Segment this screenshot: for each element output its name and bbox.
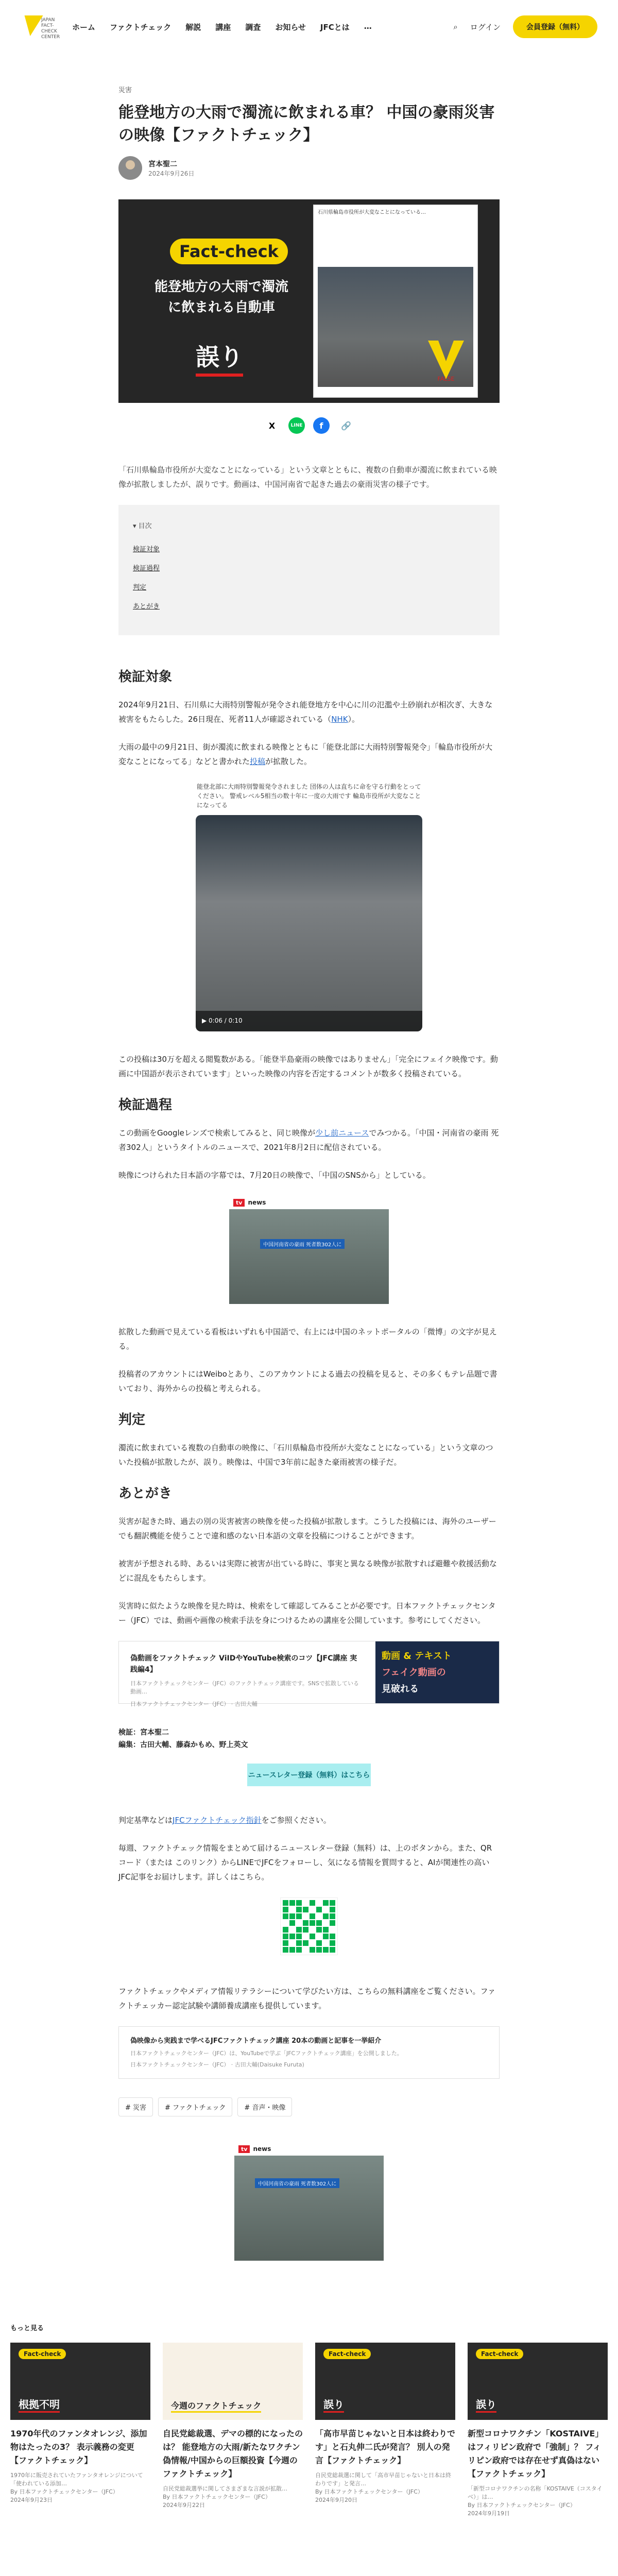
more-grid (10, 2343, 608, 2518)
news-screenshot (229, 1196, 389, 1304)
false-stamp (423, 335, 469, 382)
card-source: By 日本ファクトチェックセンター（JFC） (10, 2488, 118, 2495)
publish-date: 2024年9月26日 (148, 170, 195, 177)
verdict-label: 誤り (196, 338, 243, 377)
post-text: 能登北部に大雨特別警報発令されました 団体の人は直ちに命を守る行動をとってください。 警戒レベル5相当の数十年に一度の大雨です 輪島市役所が大変なことになってる (197, 783, 421, 809)
nav-more[interactable]: … (364, 21, 372, 31)
paragraph: 2024年9月21日、石川県に大雨特別警報が発令され能登地方を中心に川の氾濫や土砂崩れが相次ぎ、大きな被害をもたらした。26日現在、死者11人が確認されている（NHK）。 (118, 700, 493, 724)
factcheck-badge: Fact-check (323, 2349, 371, 2359)
card-date: 2024年9月20日 (315, 2497, 357, 2503)
link-copy-icon[interactable]: 🔗 (338, 417, 354, 434)
card-source: 日本ファクトチェックセンター（JFC） · 古田大輔(Daisuke Furuta) (130, 2061, 304, 2068)
nav-about[interactable]: JFCとは (320, 22, 350, 32)
more-card[interactable] (163, 2343, 303, 2518)
more-card[interactable] (468, 2343, 608, 2518)
card-description: 1970年に販売されていたファンタオレンジについて「使われている添加… (10, 2472, 143, 2487)
card-thumbnail (468, 2343, 608, 2420)
credit-editors: 編集：古田大輔、藤森かもめ、野上英文 (118, 1741, 248, 1749)
paragraph: 拡散した動画で見えている看板はいずれも中国語で、右上には中国のネットポータルの「微博」の文字が見える。 (118, 1327, 497, 1351)
factcheck-badge: Fact-check (170, 239, 288, 264)
false-stamp-text: FALSE (437, 376, 455, 382)
register-button[interactable]: 会員登録（無料） (513, 15, 597, 38)
card-date: 2024年9月23日 (10, 2497, 53, 2503)
paragraph: 被害が予想される時、あるいは実際に被害が出ている時に、事実と異なる映像が拡散すれば避難や救援活動などに混乱をもたらします。 (118, 1559, 497, 1583)
news-screenshot-repeat (234, 2142, 384, 2261)
paragraph: ファクトチェックやメディア情報リテラシーについて学びたい方は、こちらの無料講座をご覧ください。ファクトチェッカー認定試験や講師養成講座も提供しています。 (118, 1987, 496, 2010)
hero-image (118, 199, 500, 403)
article-title: 能登地方の大雨で濁流に飲まれる車？ 中国の豪雨災害の映像【ファクトチェック】 (118, 104, 495, 144)
news-logo: tv (238, 2145, 250, 2153)
logo-text: JAPAN FACT-CHECK CENTER (41, 18, 60, 40)
paragraph: 判定基準などはJFCファクトチェック指針をご参照ください。 (118, 1816, 331, 1825)
news-caption: 中国河南省の豪雨 死者数302人に (260, 1239, 345, 1249)
thumb-text: 動画 & テキスト (382, 1651, 452, 1662)
news-video-frame (229, 1209, 389, 1304)
verdict-label: 誤り (476, 2396, 496, 2413)
tag-disaster[interactable]: # 災害 (118, 2097, 153, 2116)
toc-item[interactable]: あとがき (133, 603, 160, 611)
related-course-card[interactable] (118, 1641, 500, 1707)
verdict-label: 今週のファクトチェック (171, 2399, 261, 2413)
header-actions (453, 15, 597, 38)
nav-explain[interactable]: 解説 (185, 22, 201, 32)
guideline-link[interactable]: JFCファクトチェック指針 (173, 1816, 262, 1825)
table-of-contents (118, 505, 500, 635)
more-card[interactable] (315, 2343, 455, 2518)
embedded-post (196, 782, 422, 1031)
post-video[interactable] (196, 815, 422, 1031)
news-logo: tv (233, 1199, 245, 1207)
card-title: 偽映像から実践まで学べるJFCファクトチェック講座 20本の動画と記事を一挙紹介 (130, 2037, 382, 2045)
credit-verifier: 検証：宮本聖二 (118, 1728, 169, 1737)
site-logo[interactable] (21, 10, 60, 43)
toc-item[interactable]: 判定 (133, 584, 147, 591)
card-description: 自民党総裁選挙に関してさまざまな言説が拡散… (163, 2485, 287, 2492)
card-source: 日本ファクトチェックセンター（JFC） · 古田大輔 (130, 1701, 258, 1707)
news-link[interactable]: 少し前ニュース (315, 1128, 369, 1138)
nhk-link[interactable]: NHK (331, 715, 348, 724)
toc-item[interactable]: 検証対象 (133, 546, 160, 553)
card-title: 新型コロナワクチン「KOSTAIVE」はフィリピン政府で「強制」？ フィリピン政府では存在せず真偽はない【ファクトチェック】 (468, 2429, 604, 2479)
screenshot-text: 石川県輪島市役所が大変なことになっている… (318, 210, 426, 215)
thumb-text: 見破れる (382, 1684, 419, 1694)
video-controls[interactable]: ▶ 0:06 / 0:10 (196, 1011, 422, 1031)
card-thumbnail (375, 1641, 499, 1703)
avatar[interactable] (118, 156, 142, 180)
paragraph: 災害が起きた時、過去の別の災害被害の映像を使った投稿が拡散します。こうした投稿には、海外のユーザーでも翻訳機能を使うことで違和感のない日本語の文章を投稿につけることができます。 (118, 1517, 496, 1540)
related-article-card[interactable] (118, 2026, 500, 2079)
card-source: By 日本ファクトチェックセンター（JFC） (163, 2494, 271, 2500)
x-share-icon[interactable]: X (264, 417, 280, 434)
line-qr-code[interactable] (280, 1897, 338, 1955)
paragraph: 濁流に飲まれている複数の自動車の映像に、「石川県輪島市役所が大変なことになっている」という文章のついた投稿が拡散したが、誤り。映像は、中国で3年前に起きた豪雨被害の様子だ。 (118, 1443, 493, 1467)
article (118, 54, 500, 2261)
verdict-label: 根拠不明 (19, 2396, 60, 2413)
thumb-text: フェイク動画の (382, 1667, 446, 1678)
card-date: 2024年9月19日 (468, 2510, 510, 2517)
news-brand: news (253, 2145, 271, 2153)
nav-factcheck[interactable]: ファクトチェック (110, 22, 171, 32)
factcheck-badge: Fact-check (19, 2349, 66, 2359)
share-bar (118, 417, 500, 434)
article-category[interactable]: 災害 (118, 87, 132, 94)
paragraph: 投稿者のアカウントにはWeiboとあり、このアカウントによる過去の投稿を見ると、その多くもテレ品題で書いており、海外からの投稿と考えられる。 (118, 1369, 497, 1393)
nav-research[interactable]: 調査 (245, 22, 261, 32)
tag-av[interactable]: # 音声・映像 (237, 2097, 292, 2116)
card-description: 「新型コロナワクチンの名称「KOSTAIVE（コスタイベ）」は… (468, 2485, 603, 2500)
nav-home[interactable]: ホーム (72, 22, 96, 32)
paragraph: この動画をGoogleレンズで検索してみると、同じ映像が少し前ニュースでみつかる。「中国・河南省の豪雨 死者302人」というタイトルのニュースで、2021年8月2日に配信されている。 (118, 1128, 499, 1152)
verdict-label: 誤り (323, 2396, 344, 2413)
card-source: By 日本ファクトチェックセンター（JFC） (315, 2488, 423, 2495)
logo-mark (21, 15, 43, 36)
card-description: 自民党総裁選に関して「高市早苗じゃないと日本は終わりです」と発言… (315, 2472, 451, 2487)
author-block (118, 156, 500, 180)
card-title: 1970年代のファンタオレンジ、添加物はたったの3？ 表示義務の変更【ファクトチェック】 (10, 2429, 147, 2465)
section-heading-afterword: あとがき (118, 1486, 173, 1501)
video-time: 0:06 / 0:10 (209, 1017, 243, 1024)
card-description: 日本ファクトチェックセンター（JFC）は、YouTubeで学ぶ「JFCファクトチェック講座」を公開しました。 (130, 2050, 403, 2057)
toc-item[interactable]: 検証過程 (133, 565, 160, 572)
tag-list (118, 2097, 500, 2116)
paragraph: この投稿は30万を超える閲覧数がある。「能登半島豪雨の映像ではありません」「完全にフェイク映像です。動画に中国語が表示されています」といった映像の内容を否定するコメントが数多く投稿されている。 (118, 1055, 498, 1078)
card-source: By 日本ファクトチェックセンター（JFC） (468, 2502, 576, 2509)
toc-heading: ▾ 目次 (133, 522, 152, 530)
nav-news[interactable]: お知らせ (275, 22, 306, 32)
search-icon[interactable]: ⌕ (453, 22, 458, 31)
credits (118, 1726, 500, 1751)
factcheck-badge: Fact-check (476, 2349, 523, 2359)
section-heading-target: 検証対象 (118, 669, 173, 685)
main-nav (72, 22, 372, 32)
author-name[interactable]: 宮本聖二 (148, 160, 177, 168)
section-heading-process: 検証過程 (118, 1097, 173, 1113)
section-heading-verdict: 判定 (118, 1412, 146, 1428)
card-title: 「高市早苗じゃないと日本は終わりです」と石丸伸二氏が発言？ 別人の発言【ファクトチェック】 (315, 2429, 456, 2465)
nav-course[interactable]: 講座 (215, 22, 231, 32)
news-caption: 中国河南省の豪雨 死者数302人に (255, 2178, 339, 2188)
news-video-frame (234, 2156, 384, 2261)
hero-headline: 能登地方の大雨で濁流に飲まれる自動車 (154, 279, 288, 315)
card-thumbnail (163, 2343, 303, 2420)
card-thumbnail (10, 2343, 150, 2420)
card-thumbnail (315, 2343, 455, 2420)
post-screenshot (313, 205, 478, 398)
post-link[interactable]: 投稿 (250, 757, 266, 766)
paragraph: 大雨の最中の9月21日、街が濁流に飲まれる映像とともに「能登北部に大雨特別警報発令」「輪島市役所が大変なことになってる」などと書かれた投稿が拡散した。 (118, 742, 493, 766)
more-card[interactable] (10, 2343, 150, 2518)
newsletter-button[interactable]: ニュースレター登録（無料）はこちら (247, 1764, 371, 1786)
card-date: 2024年9月22日 (163, 2502, 205, 2509)
login-link[interactable]: ログイン (470, 22, 501, 32)
facebook-share-icon[interactable]: f (313, 417, 330, 434)
more-heading: もっと見る (10, 2325, 44, 2332)
card-description: 日本ファクトチェックセンター（JFC）のファクトチェック講座です。SNSで拡散している動画… (130, 1680, 359, 1695)
site-header (0, 0, 618, 54)
article-lead: 「石川県輪島市役所が大変なことになっている」という文章とともに、複数の自動車が濁流に飲まれている映像が拡散しましたが、誤りです。動画は、中国河南省で起きた過去の豪雨災害の様子です。 (118, 465, 497, 489)
news-brand: news (248, 1199, 266, 1206)
more-articles (10, 2323, 608, 2518)
line-share-icon[interactable]: LINE (288, 417, 305, 434)
paragraph: 毎週、ファクトチェック情報をまとめて届けるニュースレター登録（無料）は、上のボタンから。また、QRコード（または このリンク）からLINEでJFCをフォローし、気になる情報を質問すると、AIが関連性の高いJFC記事をお届けします。詳しくはこちら。 (118, 1843, 492, 1882)
paragraph: 映像につけられた日本語の字幕では、7月20日の映像で、「中国のSNSから」としている。 (118, 1171, 431, 1180)
tag-factcheck[interactable]: # ファクトチェック (158, 2097, 232, 2116)
paragraph: 災害時に似たような映像を見た時は、検索をして確認してみることが必要です。日本ファクトチェックセンター（JFC）では、動画や画像の検索手法を身につけるための講座を公開しています。参考にしてください。 (118, 1601, 496, 1625)
card-title: 自民党総裁選、デマの標的になったのは？ 能登地方の大雨/新たなワクチン偽情報/中国からの巨額投資【今週のファクトチェック】 (163, 2429, 303, 2479)
card-title: 偽動画をファクトチェック ViIDやYouTube検索のコツ【JFC講座 実践編4】 (130, 1654, 357, 1674)
